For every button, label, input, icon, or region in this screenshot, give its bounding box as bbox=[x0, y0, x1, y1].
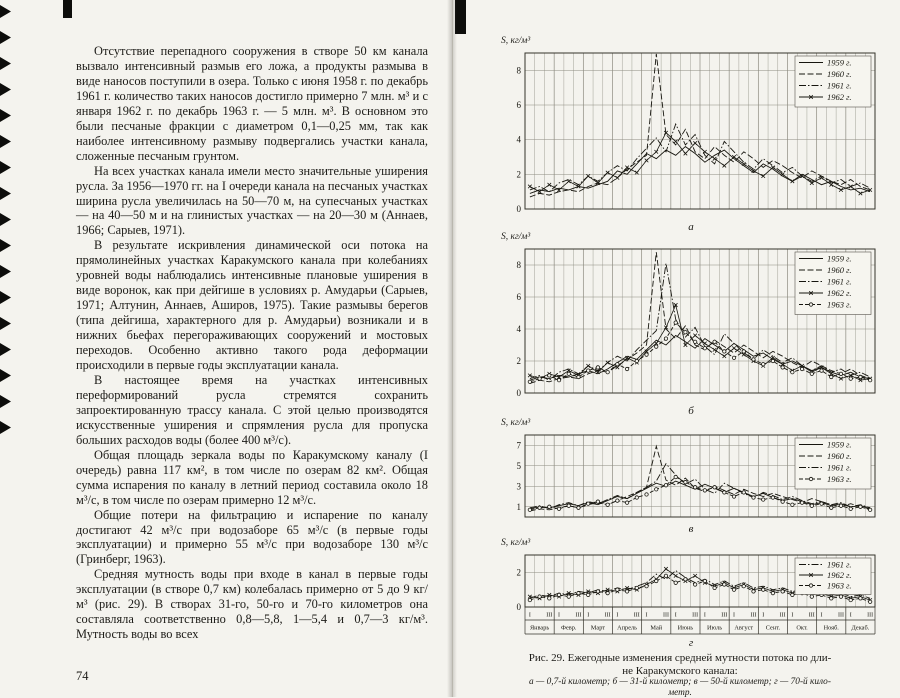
svg-text:I: I bbox=[704, 613, 706, 619]
legend bbox=[795, 438, 871, 489]
svg-text:5: 5 bbox=[517, 461, 522, 471]
svg-text:1960 г.: 1960 г. bbox=[827, 69, 851, 79]
svg-text:1962 г.: 1962 г. bbox=[827, 570, 851, 580]
paragraph: Отсутствие перепадного сооружения в створе 50 км канала вызвало интенсивный размыв его ложа, а продукты размыва в виде наносов поступили в озера. Только с июня 1958 г. по декабрь 1961 г. количество таких наносов достигло примерно 7 млн. м³ и с января 1962 г. по декабрь 1963 г. — 5 млн. м³. В основном это были песчаные фракции с диаметром 0,1—0,25 мм, так как наиболее интенсивному размыву подвергались участки канала, сложенные песчаным грунтом. bbox=[76, 44, 428, 164]
svg-text:1963 г.: 1963 г. bbox=[827, 300, 851, 310]
figure-caption bbox=[485, 652, 875, 698]
svg-text:III: III bbox=[634, 613, 640, 619]
scan-edge-mark bbox=[0, 291, 11, 304]
svg-text:1960 г.: 1960 г. bbox=[827, 451, 851, 461]
svg-text:1963 г.: 1963 г. bbox=[827, 581, 851, 591]
svg-text:III: III bbox=[575, 613, 581, 619]
svg-text:Март: Март bbox=[591, 625, 605, 632]
chart-50-й километр bbox=[501, 418, 881, 535]
caption-line-2: не Каракумского канала: bbox=[485, 665, 875, 678]
svg-text:4: 4 bbox=[517, 135, 522, 145]
svg-text:Февр.: Февр. bbox=[561, 625, 577, 632]
legend bbox=[795, 56, 871, 107]
svg-text:III: III bbox=[546, 613, 552, 619]
svg-text:I: I bbox=[850, 613, 852, 619]
subplot-letter: г bbox=[501, 637, 881, 649]
subplot-letter: а bbox=[501, 221, 881, 233]
svg-text:I: I bbox=[587, 613, 589, 619]
svg-text:Декаб.: Декаб. bbox=[852, 625, 870, 632]
caption-sub-1: а — 0,7-й километр; б — 31-й километр; в — 50-й километр; г — 70-й кило- bbox=[485, 677, 875, 688]
svg-text:0: 0 bbox=[517, 388, 522, 398]
svg-text:4: 4 bbox=[517, 324, 522, 334]
y-axis-label: S, кг/м³ bbox=[501, 418, 530, 428]
right-page bbox=[455, 0, 900, 697]
y-axis-label: S, кг/м³ bbox=[501, 36, 530, 46]
page-number: 74 bbox=[76, 669, 89, 684]
scan-top-mark bbox=[63, 0, 72, 18]
svg-text:6: 6 bbox=[517, 100, 522, 110]
svg-text:I: I bbox=[558, 613, 560, 619]
svg-text:Январь: Январь bbox=[530, 625, 549, 632]
chart-plot-а bbox=[501, 49, 881, 221]
scan-edge-mark bbox=[0, 31, 11, 44]
svg-text:1959 г.: 1959 г. bbox=[827, 58, 851, 68]
scan-edge-mark bbox=[0, 5, 11, 18]
svg-text:2: 2 bbox=[517, 169, 522, 179]
scan-edge-mark bbox=[0, 343, 11, 356]
paragraph: Общие потери на фильтрацию и испарение по каналу достигают 42 м³/с при водозаборе 65 м³/с (в первые годы эксплуатации) и примерно 55 м³/с при водозаборе 130 м³/с (Гринберг, 1963). bbox=[76, 508, 428, 568]
chart-plot-г bbox=[501, 551, 881, 637]
svg-text:Июнь: Июнь bbox=[678, 625, 694, 632]
chart-70-й километр bbox=[501, 538, 881, 649]
scan-edge-mark bbox=[0, 57, 11, 70]
svg-text:1961 г.: 1961 г. bbox=[827, 277, 851, 287]
svg-text:III: III bbox=[663, 613, 669, 619]
scan-edge-mark bbox=[0, 239, 11, 252]
svg-text:8: 8 bbox=[517, 260, 522, 270]
svg-text:1961 г.: 1961 г. bbox=[827, 463, 851, 473]
paragraph: В настоящее время на участках интенсивных переформирований русла стремятся сохранить запроектированную трассу канала. С этой целью производятся искусственные уширения и спрямления русла для пропуска больших расходов воды (более 400 м³/с). bbox=[76, 373, 428, 448]
scan-edge-mark bbox=[0, 421, 11, 434]
scan-edge-mark bbox=[0, 369, 11, 382]
svg-text:III: III bbox=[692, 613, 698, 619]
paragraph: На всех участках канала имели место значительные уширения русла. За 1956—1970 гг. на I очереди канала на песчаных участках ширина русла увеличилась на 50—70 м, на супесчаных участках — на 40—50 м и на глинистых участках — на 20—30 м (Аннаев, 1966; Сарыев, 1971). bbox=[76, 164, 428, 239]
svg-text:1961 г.: 1961 г. bbox=[827, 81, 851, 91]
svg-text:Апрель: Апрель bbox=[617, 625, 637, 632]
body-text-column bbox=[76, 44, 428, 642]
svg-text:III: III bbox=[867, 613, 873, 619]
svg-text:1962 г.: 1962 г. bbox=[827, 92, 851, 102]
svg-text:7: 7 bbox=[517, 440, 522, 450]
scan-edge-mark bbox=[0, 161, 11, 174]
legend bbox=[795, 558, 871, 595]
svg-text:1960 г.: 1960 г. bbox=[827, 265, 851, 275]
svg-text:1963 г.: 1963 г. bbox=[827, 474, 851, 484]
svg-text:1962 г.: 1962 г. bbox=[827, 288, 851, 298]
paragraph: Средняя мутность воды при входе в канал в первые годы эксплуатации (в створе 0,7 км) колебалась примерно от 5 до 9 кг/м³ (рис. 29). В створах 31-го, 50-го и 70-го километров она составляла соответственно 0,8—5,8, 1—5,4 и 0,7—3 кг/м³. Мутность воды во всех bbox=[76, 567, 428, 642]
paragraph: Общая площадь зеркала воды по Каракумскому каналу (I очередь) равна 117 км², в том числе по озерам 82 км². Общая сумма испарения по каналу в летний период составила около 18 м³/с, в том числе по озерам примерно 12 м³/с. bbox=[76, 448, 428, 508]
svg-text:1959 г.: 1959 г. bbox=[827, 440, 851, 450]
svg-text:1: 1 bbox=[517, 502, 522, 512]
svg-text:III: III bbox=[838, 613, 844, 619]
svg-text:1961 г.: 1961 г. bbox=[827, 560, 851, 570]
svg-text:I: I bbox=[675, 613, 677, 619]
y-axis-label: S, кг/м³ bbox=[501, 538, 530, 548]
svg-text:0: 0 bbox=[517, 204, 522, 214]
svg-text:III: III bbox=[721, 613, 727, 619]
svg-text:Сент.: Сент. bbox=[766, 625, 781, 632]
scan-edge-mark bbox=[0, 395, 11, 408]
page-fold-line bbox=[452, 0, 453, 697]
svg-text:I: I bbox=[646, 613, 648, 619]
scan-edge-mark bbox=[0, 187, 11, 200]
svg-text:III: III bbox=[750, 613, 756, 619]
scan-edge-mark bbox=[0, 83, 11, 96]
svg-text:2: 2 bbox=[517, 567, 522, 577]
svg-text:III: III bbox=[809, 613, 815, 619]
legend bbox=[795, 252, 871, 315]
svg-text:I: I bbox=[616, 613, 618, 619]
svg-text:Окт.: Окт. bbox=[796, 625, 808, 632]
svg-text:2: 2 bbox=[517, 356, 522, 366]
y-axis-label: S, кг/м³ bbox=[501, 232, 530, 242]
scan-edge-mark bbox=[0, 213, 11, 226]
caption-sub-2: метр. bbox=[485, 688, 875, 698]
svg-text:I: I bbox=[821, 613, 823, 619]
svg-text:3: 3 bbox=[517, 481, 522, 491]
svg-text:Июль: Июль bbox=[707, 625, 722, 632]
svg-text:III: III bbox=[780, 613, 786, 619]
svg-text:I: I bbox=[733, 613, 735, 619]
chart-31-й километр bbox=[501, 232, 881, 417]
svg-text:Май: Май bbox=[650, 625, 662, 632]
scan-edge-mark bbox=[0, 265, 11, 278]
svg-text:8: 8 bbox=[517, 65, 522, 75]
subplot-letter: в bbox=[501, 523, 881, 535]
chart-plot-б bbox=[501, 245, 881, 405]
svg-text:0: 0 bbox=[517, 602, 522, 612]
chart-0,7-й километр bbox=[501, 36, 881, 233]
svg-text:I: I bbox=[791, 613, 793, 619]
scan-edge-mark bbox=[0, 317, 11, 330]
paragraph: В результате искривления динамической оси потока на прямолинейных участках Каракумского канала при колебаниях уровней воды наблюдались интенсивные плановые уширения в виде воронок, как при дейгише в условиях р. Амударьи (Сарыев, 1971; Алтунин, Аннаев, Аширов, 1975). Такие размывы берегов (типа дейгиша, характерного для р. Амударьи) возникали и в нижних бьефах перегораживающих сооружений и мостовых переходов. Особенно активно такого рода деформации происходили в первые годы эксплуатации канала. bbox=[76, 238, 428, 373]
chart-plot-в bbox=[501, 431, 881, 523]
svg-text:Август: Август bbox=[734, 625, 753, 632]
svg-text:6: 6 bbox=[517, 292, 522, 302]
svg-text:Нояб.: Нояб. bbox=[824, 625, 840, 632]
svg-text:I: I bbox=[529, 613, 531, 619]
subplot-letter: б bbox=[501, 405, 881, 417]
scan-edge-mark bbox=[0, 109, 11, 122]
svg-text:1959 г.: 1959 г. bbox=[827, 254, 851, 264]
svg-text:I: I bbox=[762, 613, 764, 619]
scan-edge-mark bbox=[0, 135, 11, 148]
svg-text:III: III bbox=[605, 613, 611, 619]
caption-line-1: Рис. 29. Ежегодные изменения средней мутности потока по дли- bbox=[485, 652, 875, 665]
